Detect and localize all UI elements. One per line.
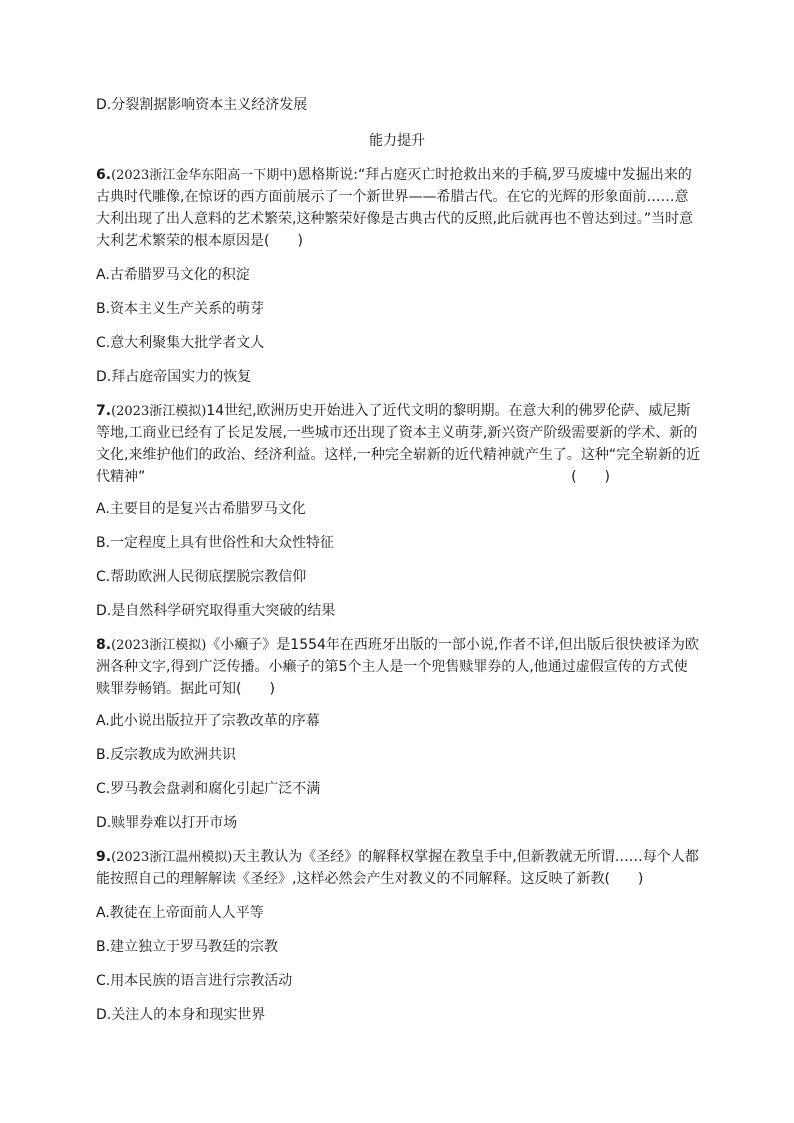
option-b: B.建立独立于罗马教廷的宗教 bbox=[96, 939, 279, 955]
option-d: D.拜占庭帝国实力的恢复 bbox=[96, 369, 252, 385]
option-a: A.古希腊罗马文化的积淀 bbox=[96, 267, 250, 283]
question-6-line-2: 古典时代雕像,在惊讶的西方面前展示了一个新世界——希腊古代。在它的光辉的形象面前……意 bbox=[96, 189, 689, 205]
option-b: B.反宗教成为欧洲共识 bbox=[96, 747, 237, 763]
question-6-line-1 bbox=[96, 164, 706, 187]
question-9-line-2: 能按照自己的理解解读《圣经》,这样必然会产生对教义的不同解释。这反映了新教( ) bbox=[96, 871, 644, 887]
question-8-line-2: 洲各种文字,得到广泛传播。小癞子的第5个主人是一个兜售赎罪券的人,他通过虚假宣传的方式使 bbox=[96, 659, 688, 675]
option-c: C.意大利聚集大批学者文人 bbox=[96, 335, 265, 351]
question-text: 代精神” bbox=[96, 469, 146, 485]
option-b: B.一定程度上具有世俗性和大众性特征 bbox=[96, 535, 335, 551]
option-a: A.教徒在上帝面前人人平等 bbox=[96, 905, 264, 921]
option-c: C.用本民族的语言进行宗教活动 bbox=[96, 973, 293, 989]
option-a: A.此小说出版拉开了宗教改革的序幕 bbox=[96, 713, 320, 729]
question-text: 14世纪,欧洲历史开始进入了近代文明的黎明期。在意大利的佛罗伦萨、威尼斯 bbox=[206, 403, 691, 419]
question-number: 9. bbox=[96, 849, 112, 865]
option-d: D.赎罪券难以打开市场 bbox=[96, 815, 238, 831]
question-7-line-4 bbox=[96, 466, 706, 488]
option-a: A.主要目的是复兴古希腊罗马文化 bbox=[96, 501, 306, 517]
question-number: 7. bbox=[96, 403, 112, 419]
option-b: B.资本主义生产关系的萌芽 bbox=[96, 301, 265, 317]
question-number: 6. bbox=[96, 167, 112, 183]
option-c: C.帮助欧洲人民彻底摆脱宗教信仰 bbox=[96, 569, 307, 585]
option-d: D.关注人的本身和现实世界 bbox=[96, 1007, 266, 1023]
prev-question-option-d: D.分裂割据影响资本主义经济发展 bbox=[96, 97, 308, 113]
question-8-line-3: 赎罪券畅销。据此可知( ) bbox=[96, 681, 275, 697]
question-text: 《小癞子》是1554年在西班牙出版的一部小说,作者不详,但出版后很快被译为欧 bbox=[206, 637, 699, 653]
question-7-line-2: 等地,工商业已经有了长足发展,一些城市还出现了资本主义萌芽,新兴资产阶级需要新的学术、新的 bbox=[96, 425, 698, 441]
question-source: (2023浙江模拟) bbox=[111, 638, 207, 653]
option-c: C.罗马教会盘剥和腐化引起广泛不满 bbox=[96, 781, 321, 797]
question-6-line-4: 大利艺术繁荣的根本原因是( ) bbox=[96, 233, 303, 249]
question-8-line-1 bbox=[96, 634, 706, 657]
question-source: (2023浙江金华东阳高一下期中) bbox=[111, 168, 298, 183]
question-9-line-1 bbox=[96, 846, 706, 869]
question-source: (2023浙江温州模拟) bbox=[111, 850, 233, 865]
answer-paren: ( ) bbox=[571, 469, 610, 485]
section-title: 能力提升 bbox=[369, 133, 425, 149]
question-7-line-3: 文化,来维护他们的政治、经济利益。这样,一种完全崭新的近代精神就产生了。这种“完全崭新的近 bbox=[96, 447, 701, 463]
question-text: 天主教认为《圣经》的解释权掌握在教皇手中,但新教就无所谓……每个人都 bbox=[232, 849, 699, 865]
question-7-line-1 bbox=[96, 400, 706, 423]
question-6-line-3: 大利出现了出人意料的艺术繁荣,这种繁荣好像是古典古代的反照,此后就再也不曾达到过。”当时意 bbox=[96, 211, 694, 227]
question-number: 8. bbox=[96, 637, 112, 653]
option-d: D.是自然科学研究取得重大突破的结果 bbox=[96, 603, 336, 619]
question-source: (2023浙江模拟) bbox=[111, 404, 207, 419]
question-text: 恩格斯说:“拜占庭灭亡时抢救出来的手稿,罗马废墟中发掘出来的 bbox=[297, 167, 692, 183]
